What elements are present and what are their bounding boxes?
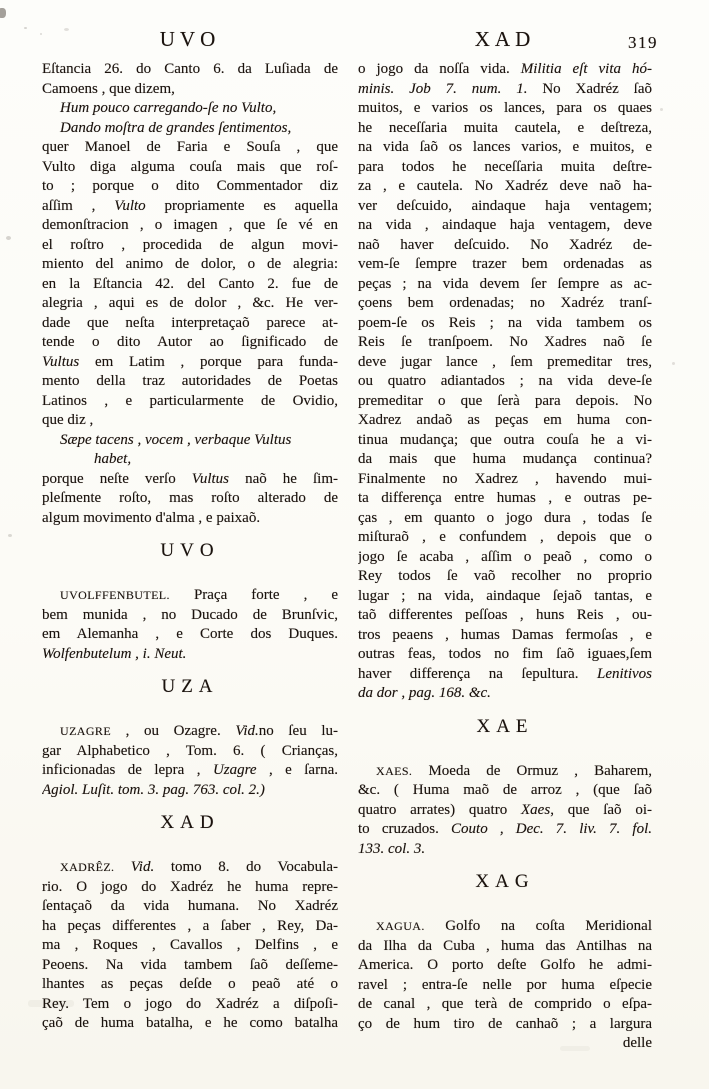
text-line (42, 897, 338, 917)
text-segment: quer Manoel de Faria e Souſa , que (42, 139, 338, 155)
text-line (42, 917, 338, 937)
scan-speck (24, 27, 27, 29)
section-heading: XAE (476, 715, 534, 737)
text-line (358, 353, 652, 373)
text-line (358, 1015, 652, 1035)
text-line (42, 158, 338, 178)
text-segment: Hum pouco carregando-ſe no Vulto, (60, 100, 277, 116)
text-segment: deve jugar lance , ſem premeditar tres, (358, 353, 652, 370)
text-line (358, 489, 652, 509)
text-segment: de canal , que terà de comprido o eſpa- (358, 996, 652, 1012)
text-segment: mento della traz autoridades de Poetas (42, 373, 338, 389)
text-line (358, 976, 652, 996)
text-segment: , e ſarna. (256, 762, 338, 778)
text-line (42, 645, 338, 665)
text-segment: &c. ( Huma maõ de arroz , (que ſaõ (358, 782, 652, 798)
text-segment: propriamente es aquella (145, 197, 338, 214)
text-segment: na vida , aindaque haja ventagem, deve (358, 217, 652, 233)
text-segment: da dor , pag. 168. &c. (358, 685, 491, 701)
text-segment: Vultus (191, 470, 230, 487)
text-segment: tinua mudança; que outra couſa he a vi- (358, 431, 652, 448)
text-segment: za , e cautela. No Xadréz deve naõ ha- (358, 178, 652, 194)
catchword (358, 1034, 652, 1054)
text-line (358, 626, 652, 646)
text-line (42, 586, 338, 606)
text-segment: Uzagre (212, 762, 257, 778)
text-line (358, 956, 652, 976)
text-segment: tros peaens , humas Damas fermoſas , e (358, 626, 652, 643)
scan-smudge (560, 1046, 590, 1051)
text-segment: ha peças differentes , a ſaber , Rey, Da- (42, 917, 338, 934)
text-line (42, 255, 338, 275)
text-segment: pleſmente roſto, mas roſto alterado de (42, 490, 338, 506)
text-line (42, 197, 338, 217)
scan-speck (6, 236, 11, 240)
text-line (42, 781, 338, 801)
text-segment: na vida ſaõ os lances varios, e muitos, e (358, 139, 652, 155)
text-line (358, 450, 652, 470)
text-line (358, 333, 652, 353)
text-segment: to cruzados. (358, 821, 452, 837)
text-segment: ta differença entre humas , e outras pe- (358, 490, 652, 506)
text-segment: , ou Ozagre. (111, 723, 236, 739)
text-segment: quatro arrates) quatro (358, 801, 522, 818)
text-segment: vem-ſe ſempre trazer bem ordenadas as (358, 256, 652, 272)
text-line (358, 236, 652, 256)
text-line (358, 587, 652, 607)
text-line (358, 665, 652, 685)
text-line (358, 60, 652, 80)
text-line (42, 411, 338, 431)
text-line (42, 858, 338, 878)
text-segment: alegria , aqui es de dolor , &c. He ver- (42, 295, 338, 311)
text-line (42, 353, 338, 373)
text-segment: em Alemanha , e Corte dos Duques. (42, 626, 338, 642)
text-segment: lugar ; na vida, aindaque ſejaõ tantas, e (358, 587, 652, 604)
text-segment: Reis ſe tranſpoem. No Xadres naõ ſe (358, 334, 652, 350)
text-line (358, 781, 652, 801)
text-segment: Couto , Dec. 7. liv. 7. fol. (451, 821, 652, 837)
text-segment: en la Eſtancia 42. del Canto 2. fue de (42, 275, 338, 292)
column-left (42, 60, 338, 1034)
text-segment: o jogo da noſſa vida. (358, 61, 521, 77)
text-segment: em Latim , porque para funda- (79, 353, 338, 370)
text-line (358, 99, 652, 119)
text-segment: to ; porque o dito Commentador diz (42, 178, 338, 194)
text-segment: he neceſſaria muita cautela, e deſtreza, (358, 119, 652, 136)
paragraph (42, 722, 338, 800)
text-segment: tomo 8. do Vocabula- (154, 859, 338, 875)
text-line (42, 509, 338, 529)
text-segment: porque neſte verſo (42, 470, 192, 487)
text-segment: bem munida , no Ducado de Brunſvic, (42, 606, 338, 623)
text-line (358, 177, 652, 197)
text-segment: naõ he ſim- (229, 470, 338, 487)
text-segment: çaõ de huma batalha, e he como batalha (42, 1015, 338, 1031)
text-segment: lhantes as peças deſde o peaõ até o (42, 976, 338, 992)
text-line (42, 216, 338, 236)
running-head-right: XAD (474, 27, 536, 51)
text-segment: miſturaõ , e confundem , depois que o (358, 529, 652, 545)
scan-speck (40, 33, 42, 35)
text-segment: rio. O jogo do Xadréz he huma repre- (42, 878, 338, 895)
text-segment: UVOLFFENBUTEL. (60, 588, 170, 602)
text-segment: , que ſaõ oi- (550, 801, 652, 818)
paragraph (358, 60, 652, 704)
text-line (358, 762, 652, 782)
text-segment: ma , Roques , Cavallos , Delfins , e (42, 937, 338, 953)
text-line (358, 470, 652, 490)
text-segment: algum movimento d'alma , e paixaõ. (42, 509, 261, 526)
text-segment: çoens bem ordenadas; no Xadréz tranſ- (358, 295, 652, 311)
text-segment: demonſtracion , o imagen , que ſe vé en (42, 217, 338, 233)
text-segment: Praça forte , e (169, 587, 338, 603)
text-segment: no ſeu lu- (258, 723, 338, 739)
scan-speck (8, 534, 12, 537)
text-segment: Vultus (42, 353, 80, 370)
text-line (42, 60, 338, 80)
text-line (358, 275, 652, 295)
text-line (42, 995, 338, 1015)
text-segment: outras feas, todos no fim ſaõ iguaes,ſem (358, 646, 652, 662)
text-line (358, 840, 652, 860)
text-line (358, 567, 652, 587)
text-line (358, 216, 652, 236)
text-segment: Xadrez andaõ as peças em huma con- (358, 412, 652, 428)
text-segment: haver differença na ſepultura. (358, 665, 597, 682)
text-segment: No Xadréz ſaõ (527, 80, 652, 97)
text-segment: ou quatro adiantados ; na vida deve-ſe (358, 373, 652, 389)
text-line (42, 99, 338, 119)
text-segment: Finalmente no Xadrez , havendo mui- (358, 470, 652, 487)
text-segment: Eſtancia 26. do Canto 6. da Luſiada de (42, 61, 338, 77)
text-line (358, 995, 652, 1015)
text-line (358, 820, 652, 840)
column-right (358, 60, 652, 1054)
text-segment: UZAGRE (60, 724, 112, 738)
text-line (42, 722, 338, 742)
text-line (42, 450, 338, 470)
text-segment: Vulto (114, 197, 146, 214)
text-segment: XAGUA. (376, 919, 425, 933)
scan-speck (0, 8, 6, 18)
text-segment: XADRÊZ. (60, 860, 131, 874)
text-segment: Dando moſtra de grandes ſentimentos, (60, 119, 292, 136)
text-segment: que diz , (42, 412, 94, 428)
text-line (42, 119, 338, 139)
text-segment: Rey. Tem o jogo do Xadréz a diſpoſi- (42, 995, 338, 1012)
text-segment: Latinos , e particularmente de Ovidio, (42, 392, 338, 409)
text-line (42, 625, 338, 645)
scan-smudge (28, 1000, 74, 1007)
scan-speck (672, 362, 675, 365)
text-line (42, 975, 338, 995)
text-line (42, 1014, 338, 1034)
text-line (42, 138, 338, 158)
text-segment: America. O porto deſte Golfo he admi- (358, 957, 652, 973)
text-segment: Vid. (235, 723, 259, 739)
text-line (358, 197, 652, 217)
text-segment: naõ haver deſcuido. No Xadréz de- (358, 236, 652, 253)
text-line (358, 294, 652, 314)
text-segment: ças , em quanto o jogo dura , todas ſe (358, 509, 652, 526)
text-line (42, 314, 338, 334)
text-segment: ço de hum tiro de canhaõ ; a largura (358, 1015, 652, 1032)
text-segment: premeditar o que ſerà para depois. No (358, 392, 652, 409)
text-line (358, 548, 652, 568)
text-line (358, 392, 652, 412)
text-segment: Militia eſt vita hó- (520, 61, 652, 77)
paragraph (358, 917, 652, 1034)
page-number: 319 (628, 33, 658, 52)
text-segment: Xaes (521, 801, 551, 818)
paragraph (42, 586, 338, 664)
text-line (42, 878, 338, 898)
text-line (42, 470, 338, 490)
text-line (358, 138, 652, 158)
text-segment: miento del animo de dolor, o de alegria: (42, 256, 338, 272)
text-segment: Camoens , que dizem, (42, 80, 175, 97)
section-heading: XAD (160, 812, 220, 833)
text-line (358, 80, 652, 100)
text-line (358, 528, 652, 548)
text-segment: Vid. (130, 859, 155, 875)
text-segment: inficionadas de lepra , (42, 762, 213, 778)
text-segment: tende o dito Autor ao ſignificado de (42, 334, 338, 350)
text-segment: Peoens. Na vida tambem ſaõ deſſeme- (42, 956, 338, 973)
paragraph (42, 60, 338, 528)
text-line (358, 606, 652, 626)
text-line (358, 411, 652, 431)
text-segment: Agiol. Luſit. tom. 3. pag. 763. col. 2.) (42, 781, 265, 798)
text-line (358, 937, 652, 957)
text-segment: minis. Job 7. num. 1. (358, 80, 528, 97)
text-segment: Golfo na coſta Meridional (424, 918, 652, 934)
text-segment: XAES. (376, 763, 413, 778)
text-line (358, 314, 652, 334)
scan-speck (64, 28, 69, 31)
text-line (358, 158, 652, 178)
text-line (358, 431, 652, 451)
running-head-left: UVO (159, 27, 221, 51)
text-segment: da Ilha da Cuba , huma das Antilhas na (358, 937, 652, 954)
text-segment: dade que neſta interpretaçaõ parece at- (42, 314, 338, 331)
text-segment: da mais que huma mudança continua? (358, 451, 652, 467)
text-segment: Sæpe tacens , vocem , verbaque Vultus (60, 431, 292, 448)
text-line (358, 372, 652, 392)
text-segment: delle (622, 1035, 652, 1051)
text-segment: el roſtro , procedida de algun movi- (42, 236, 338, 253)
text-segment: peças ; na vida devem ſer ſempre as ac- (358, 275, 652, 292)
section-heading: UZA (161, 676, 219, 697)
text-line (358, 684, 652, 704)
text-segment: Lenitivos (597, 665, 652, 682)
scan-speck (660, 108, 663, 111)
text-segment: Rey todos ſe vaõ recolher no proprio (358, 568, 652, 584)
text-line (42, 333, 338, 353)
text-segment: poem-ſe os Reis ; na vida tambem os (358, 314, 652, 331)
text-segment: muitos, e varios os lances, para os quaes (358, 100, 652, 116)
text-line (42, 236, 338, 256)
paragraph (358, 762, 652, 860)
text-line (42, 275, 338, 295)
text-line (42, 372, 338, 392)
text-line (42, 489, 338, 509)
text-line (42, 392, 338, 412)
text-line (358, 645, 652, 665)
section-heading: UVO (160, 540, 220, 561)
text-line (42, 761, 338, 781)
paragraph (42, 858, 338, 1034)
text-line (42, 606, 338, 626)
text-line (42, 742, 338, 762)
text-line (42, 294, 338, 314)
text-line (42, 431, 338, 451)
text-segment: ver deſcuido, aindaque haja ventagem; (358, 197, 652, 214)
text-line (358, 255, 652, 275)
text-line (42, 936, 338, 956)
text-segment: Moeda de Ormuz , Baharem, (412, 762, 652, 779)
text-segment: jogo ſe acaba , aſſim o peaõ , como o (358, 548, 652, 565)
text-line (358, 1034, 652, 1054)
text-segment: habet, (94, 451, 132, 467)
text-line (358, 801, 652, 821)
text-segment: Vulto diga alguma couſa mais que roſ- (42, 158, 338, 175)
text-line (358, 119, 652, 139)
text-segment: gar Alphabetico , Tom. 6. ( Crianças, (42, 742, 338, 759)
text-segment: 133. col. 3. (358, 840, 426, 857)
text-line (358, 917, 652, 937)
text-segment: aſſim , (42, 197, 115, 214)
text-line (42, 177, 338, 197)
text-line (42, 80, 338, 100)
text-line (42, 956, 338, 976)
text-line (358, 509, 652, 529)
text-segment: ravel ; entra-ſe nelle por huma eſpecie (358, 976, 652, 993)
section-heading: XAG (475, 871, 535, 892)
text-segment: para todos he neceſſaria muita deſtre- (358, 158, 652, 175)
text-segment: taõ differentes peſſoas , huns Reis , ou- (358, 607, 652, 623)
text-segment: Wolfenbutelum , i. Neut. (42, 645, 187, 662)
text-segment: ſentaçaõ da vida humana. No Xadréz (42, 898, 338, 914)
